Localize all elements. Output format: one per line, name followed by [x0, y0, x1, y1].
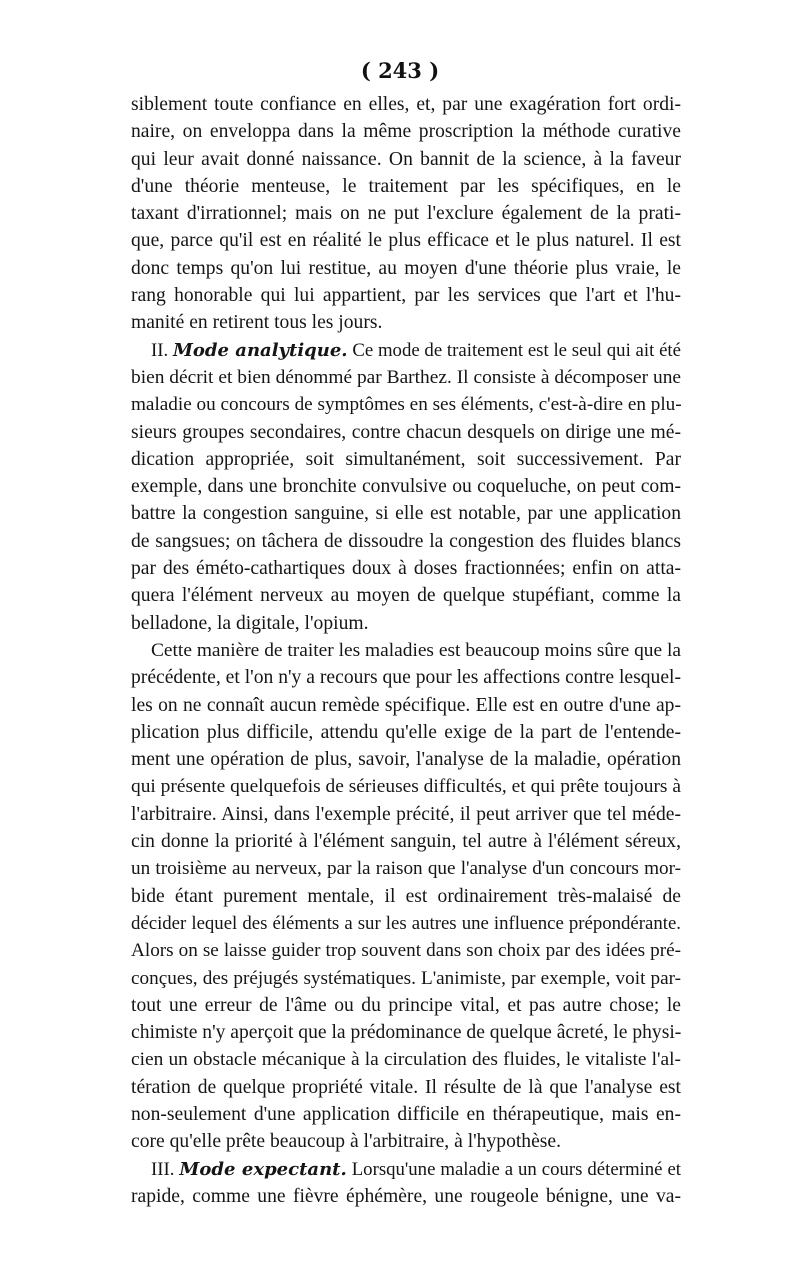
text-line: chimiste n'y aperçoit que la prédominance de quelque âcreté, le physi-	[131, 1022, 682, 1044]
text-line: maladie ou concours de symptômes en ses éléments, c'est-à-dire en plu-	[131, 394, 682, 416]
text-line: tération de quelque propriété vitale. Il résulte de là que l'analyse est	[131, 1076, 681, 1098]
paragraph	[131, 91, 681, 337]
text-span: Ce mode de traitement est le seul qui ait été	[352, 339, 681, 361]
text-line: un troisième au nerveux, par la raison que l'analyse d'un concours mor-	[131, 858, 681, 880]
paragraph	[131, 637, 681, 1156]
text-line: core qu'elle prête beaucoup à l'arbitraire, à l'hypothèse.	[131, 1131, 562, 1153]
text-line: d'une théorie menteuse, le traitement par les spécifiques, en le	[131, 175, 681, 197]
text-line: qui présente quelquefois de sérieuses difficultés, et qui prête toujours à	[131, 776, 681, 798]
text-line: exemple, dans une bronchite convulsive ou coqueluche, on peut com-	[131, 476, 681, 498]
section-first-line	[131, 1156, 681, 1183]
text-line: par des éméto-cathartiques doux à doses fractionnées; enfin on atta-	[131, 558, 681, 580]
text-line: rapide, comme une fièvre éphémère, une rougeole bénigne, une va-	[131, 1185, 681, 1207]
page-number: ( 243 )	[360, 58, 440, 83]
paragraph-mode-expectant	[131, 1156, 681, 1211]
text-line: manité en retirent tous les jours.	[131, 312, 383, 334]
text-line: tout une erreur de l'âme ou du principe vital, et pas autre chose; le	[131, 994, 681, 1016]
text-span: Lorsqu'une maladie a un cours déterminé et	[351, 1158, 681, 1180]
text-line: Alors on se laisse guider trop souvent dans son choix par des idées pré-	[131, 940, 681, 962]
text-line: ment une opération de plus, savoir, l'analyse de la maladie, opération	[131, 749, 681, 771]
text-line: bide étant purement mentale, il est ordinairement très-malaisé de	[131, 885, 681, 907]
text-line: conçues, des préjugés systématiques. L'animiste, par exemple, voit par-	[131, 967, 681, 989]
text-line: décider lequel des éléments a sur les autres une influence prépondérante.	[131, 912, 681, 934]
paragraph-mode-analytique	[131, 337, 681, 637]
text-line: belladone, la digitale, l'opium.	[131, 612, 369, 634]
text-line: naire, on enveloppa dans la même proscription la méthode curative	[131, 121, 681, 143]
text-line: plication plus difficile, attendu qu'elle exige de la part de l'entende-	[131, 721, 681, 743]
text-line: cien un obstacle mécanique à la circulation des fluides, le vitaliste l'al-	[131, 1049, 681, 1071]
section-heading: Mode analytique.	[172, 339, 348, 361]
text-line: donc temps qu'on lui restitue, au moyen d'une théorie plus vraie, le	[131, 257, 681, 279]
text-line: Cette manière de traiter les maladies est beaucoup moins sûre que la	[151, 639, 681, 661]
text-line: non-seulement d'une application difficile en thérapeutique, mais en-	[131, 1103, 681, 1125]
text-line: l'arbitraire. Ainsi, dans l'exemple précité, il peut arriver que tel méde-	[131, 803, 681, 825]
text-line: dication appropriée, soit simultanément, soit successivement. Par	[131, 448, 681, 470]
text-line: bien décrit et bien dénommé par Barthez. Il consiste à décomposer une	[131, 366, 681, 388]
text-line: les on ne connaît aucun remède spécifique. Elle est en outre d'une ap-	[131, 694, 681, 716]
text-line: quera l'élément nerveux au moyen de quelque stupéfiant, comme la	[131, 585, 681, 607]
text-line: de sangsues; on tâchera de dissoudre la congestion des fluides blancs	[131, 530, 681, 552]
section-number: II.	[151, 339, 169, 361]
text-line: sieurs groupes secondaires, contre chacun desquels on dirige une mé-	[131, 421, 681, 443]
text-line: battre la congestion sanguine, si elle est notable, par une application	[131, 503, 681, 525]
text-line: précédente, et l'on n'y a recours que pour les affections contre lesquel-	[131, 667, 681, 689]
text-line: taxant d'irrationnel; mais on ne put l'exclure également de la prati-	[131, 203, 681, 225]
section-number: III.	[151, 1158, 175, 1180]
text-line: qui leur avait donné naissance. On bannit de la science, à la faveur	[131, 148, 681, 170]
section-heading: Mode expectant.	[179, 1158, 347, 1180]
text-line: rang honorable qui lui appartient, par les services que l'art et l'hu-	[131, 285, 681, 307]
body-text	[131, 91, 681, 1210]
text-line: cin donne la priorité à l'élément sanguin, tel autre à l'élément séreux,	[131, 831, 681, 853]
section-first-line	[131, 337, 681, 364]
text-line: que, parce qu'il est en réalité le plus efficace et le plus naturel. Il est	[131, 230, 681, 252]
text-line: siblement toute confiance en elles, et, par une exagération fort ordi-	[131, 94, 681, 115]
